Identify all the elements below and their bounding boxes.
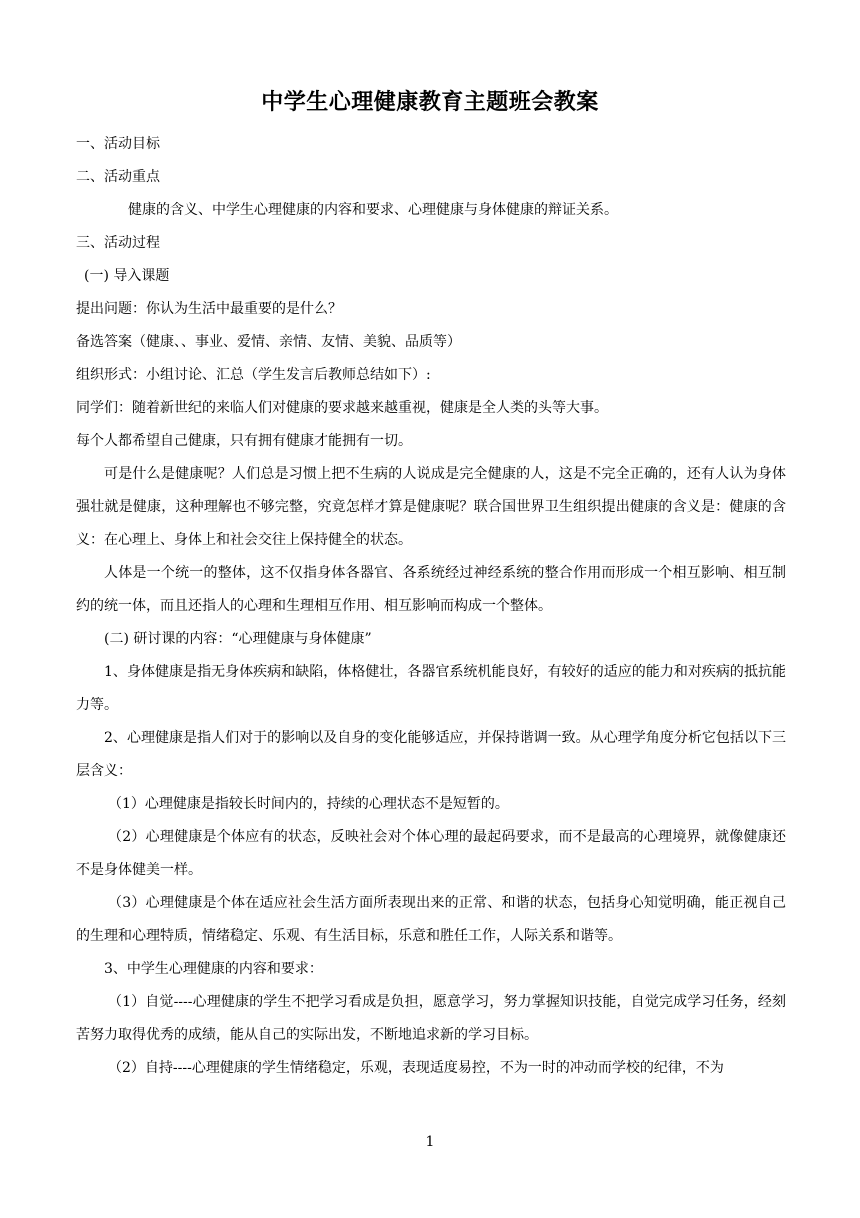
paragraph: 每个人都希望自己健康，只有拥有健康才能拥有一切。 (76, 433, 412, 449)
subsection-heading-intro: (一) 导入课题 (84, 268, 170, 284)
list-item: （1）自觉----心理健康的学生不把学习看成是负担，愿意学习，努力掌握知识技能，自觉完成学习任务，经刻苦努力取得优秀的成绩，能从自己的实际出发，不断地追求新的学习目标。 (76, 994, 786, 1043)
subsection-heading-content: (二) 研讨课的内容：“心理健康与身体健康” (104, 631, 372, 647)
document-title: 中学生心理健康教育主题班会教案 (261, 90, 599, 115)
paragraph: 提出问题：你认为生活中最重要的是什么？ (76, 301, 342, 317)
paragraph: 备选答案（健康、、事业、爱情、亲情、友情、美貌、品质等） (76, 334, 461, 350)
paragraph: 人体是一个统一的整体，这不仅指身体各器官、各系统经过神经系统的整合作用而形成一个相互影响、相互制约的统一体，而且还指人的心理和生理相互作用、相互影响而构成一个整体。 (76, 565, 786, 614)
paragraph: 可是什么是健康呢？人们总是习惯上把不生病的人说成是完全健康的人，这是不完全正确的，还有人认为身体强壮就是健康，这种理解也不够完整，究竟怎样才算是健康呢？联合国世界卫生组织提出健康的含义是：健康的含义：在心理上、身体上和社会交往上保持健全的状态。 (76, 466, 786, 548)
list-item: （2）自持----心理健康的学生情绪稳定，乐观，表现适度易控，不为一时的冲动而学校的纪律，不为 (108, 1060, 724, 1076)
section-heading-focus: 二、活动重点 (76, 169, 160, 185)
list-item: 3、中学生心理健康的内容和要求： (104, 961, 323, 977)
focus-text: 健康的含义、中学生心理健康的内容和要求、心理健康与身体健康的辩证关系。 (128, 202, 618, 218)
list-item: （1）心理健康是指较长时间内的，持续的心理状态不是短暂的。 (108, 796, 509, 812)
paragraph: 组织形式：小组讨论、汇总（学生发言后教师总结如下）: (76, 367, 431, 383)
list-item: （3）心理健康是个体在适应社会生活方面所表现出来的正常、和谐的状态，包括身心知觉明确，能正视自己的生理和心理特质，情绪稳定、乐观、有生活目标，乐意和胜任工作，人际关系和谐等。 (76, 895, 786, 944)
page-number: 1 (425, 1134, 435, 1150)
section-heading-goals: 一、活动目标 (76, 136, 160, 152)
list-item: 1、身体健康是指无身体疾病和缺陷，体格健壮，各器官系统机能良好，有较好的适应的能力和对疾病的抵抗能力等。 (76, 664, 786, 713)
paragraph: 同学们：随着新世纪的来临人们对健康的要求越来越重视，健康是全人类的头等大事。 (76, 400, 608, 416)
list-item: （2）心理健康是个体应有的状态，反映社会对个体心理的最起码要求，而不是最高的心理境界，就像健康还不是身体健美一样。 (76, 829, 786, 878)
document-body (76, 128, 786, 1085)
list-item: 2、心理健康是指人们对于的影响以及自身的变化能够适应，并保持谐调一致。从心理学角度分析它包括以下三层含义： (76, 730, 786, 779)
section-heading-process: 三、活动过程 (76, 235, 160, 251)
